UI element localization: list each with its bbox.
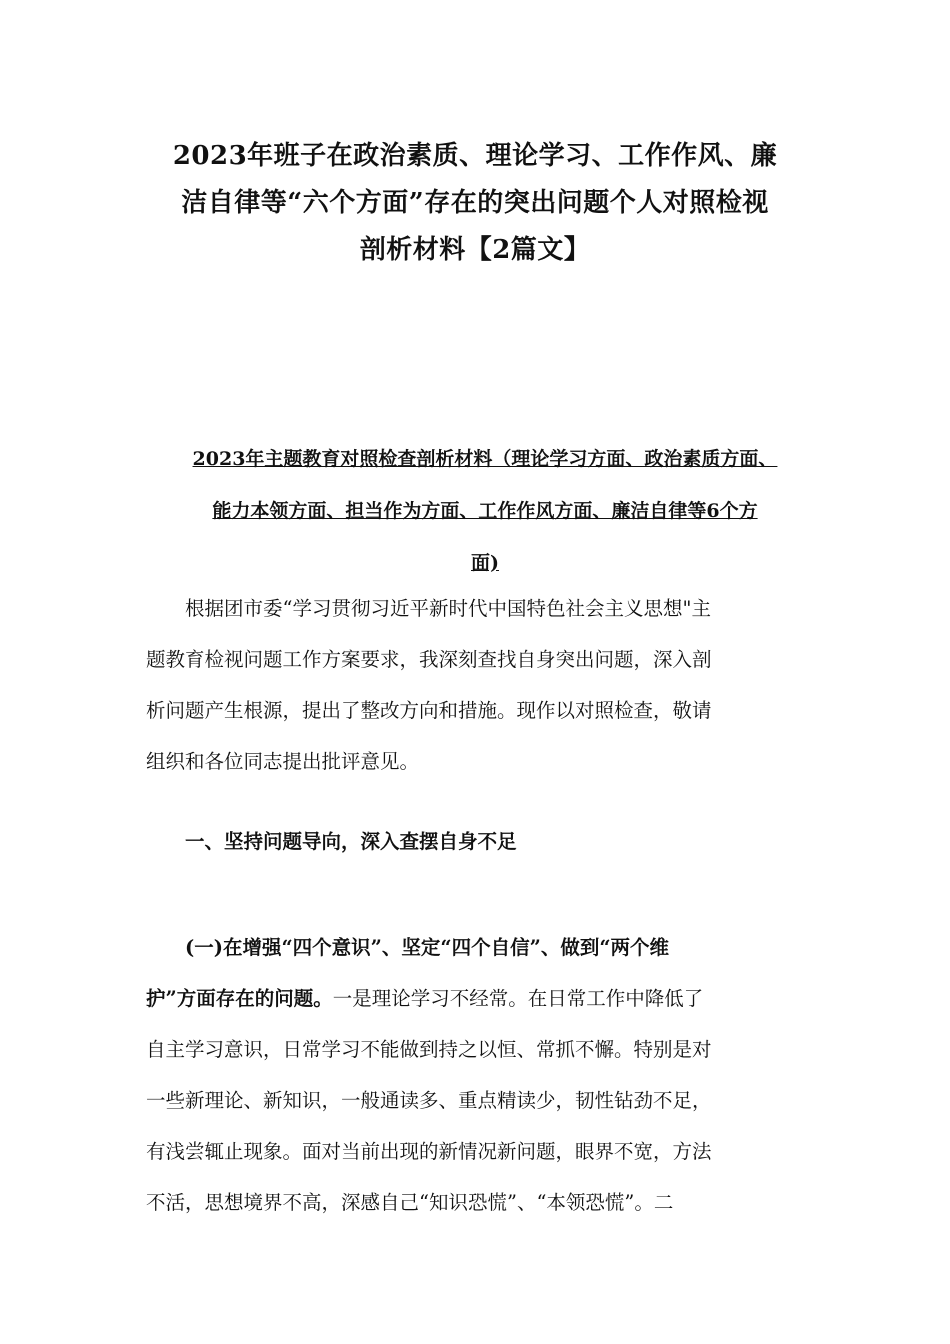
subtitle-line: 面): [471, 552, 499, 574]
paragraph-line: 自主学习意识，日常学习不能做到持之以恒、常抓不懈。特别是对: [146, 1038, 712, 1061]
section-heading: 一、坚持问题导向，深入查摆自身不足: [185, 830, 517, 853]
paragraph-line: 组织和各位同志提出批评意见。: [146, 750, 420, 773]
title-line: 洁自律等“六个方面”存在的突出问题个人对照检视: [181, 188, 769, 218]
paragraph-line: 有浅尝辄止现象。面对当前出现的新情况新问题，眼界不宽，方法: [146, 1140, 712, 1163]
paragraph-line: 根据团市委“学习贯彻习近平新时代中国特色社会主义思想"主: [146, 597, 711, 620]
paragraph-text: 一是理论学习不经常。在日常工作中降低了: [332, 987, 704, 1010]
paragraph-line: 一些新理论、新知识，一般通读多、重点精读少，韧性钻劲不足，: [146, 1089, 712, 1112]
body-paragraph: [146, 922, 806, 1228]
document-title: [120, 133, 830, 274]
paragraph-line: 题教育检视问题工作方案要求，我深刻查找自身突出问题，深入剖: [146, 648, 712, 671]
title-line: 2023年班子在政治素质、理论学习、工作作风、廉: [172, 141, 778, 171]
paragraph-line: [146, 973, 806, 1024]
subtitle-line: 2023年主题教育对照检查剖析材料（理论学习方面、政治素质方面、: [192, 448, 778, 470]
intro-paragraph: [146, 583, 806, 787]
subsection-title: 护”方面存在的问题。: [146, 987, 333, 1010]
article-subtitle: [140, 433, 830, 589]
paragraph-line: 析问题产生根源，提出了整改方向和措施。现作以对照检查，敬请: [146, 699, 712, 722]
title-line: 剖析材料【2篇文】: [359, 235, 591, 265]
paragraph-line-bold: (一)在增强“四个意识”、坚定“四个自信”、做到“两个维: [146, 936, 670, 959]
paragraph-line: 不活，思想境界不高，深感自己“知识恐慌”、“本领恐慌”。二: [146, 1191, 674, 1214]
subtitle-line: 能力本领方面、担当作为方面、工作作风方面、廉洁自律等6个方: [212, 500, 758, 522]
